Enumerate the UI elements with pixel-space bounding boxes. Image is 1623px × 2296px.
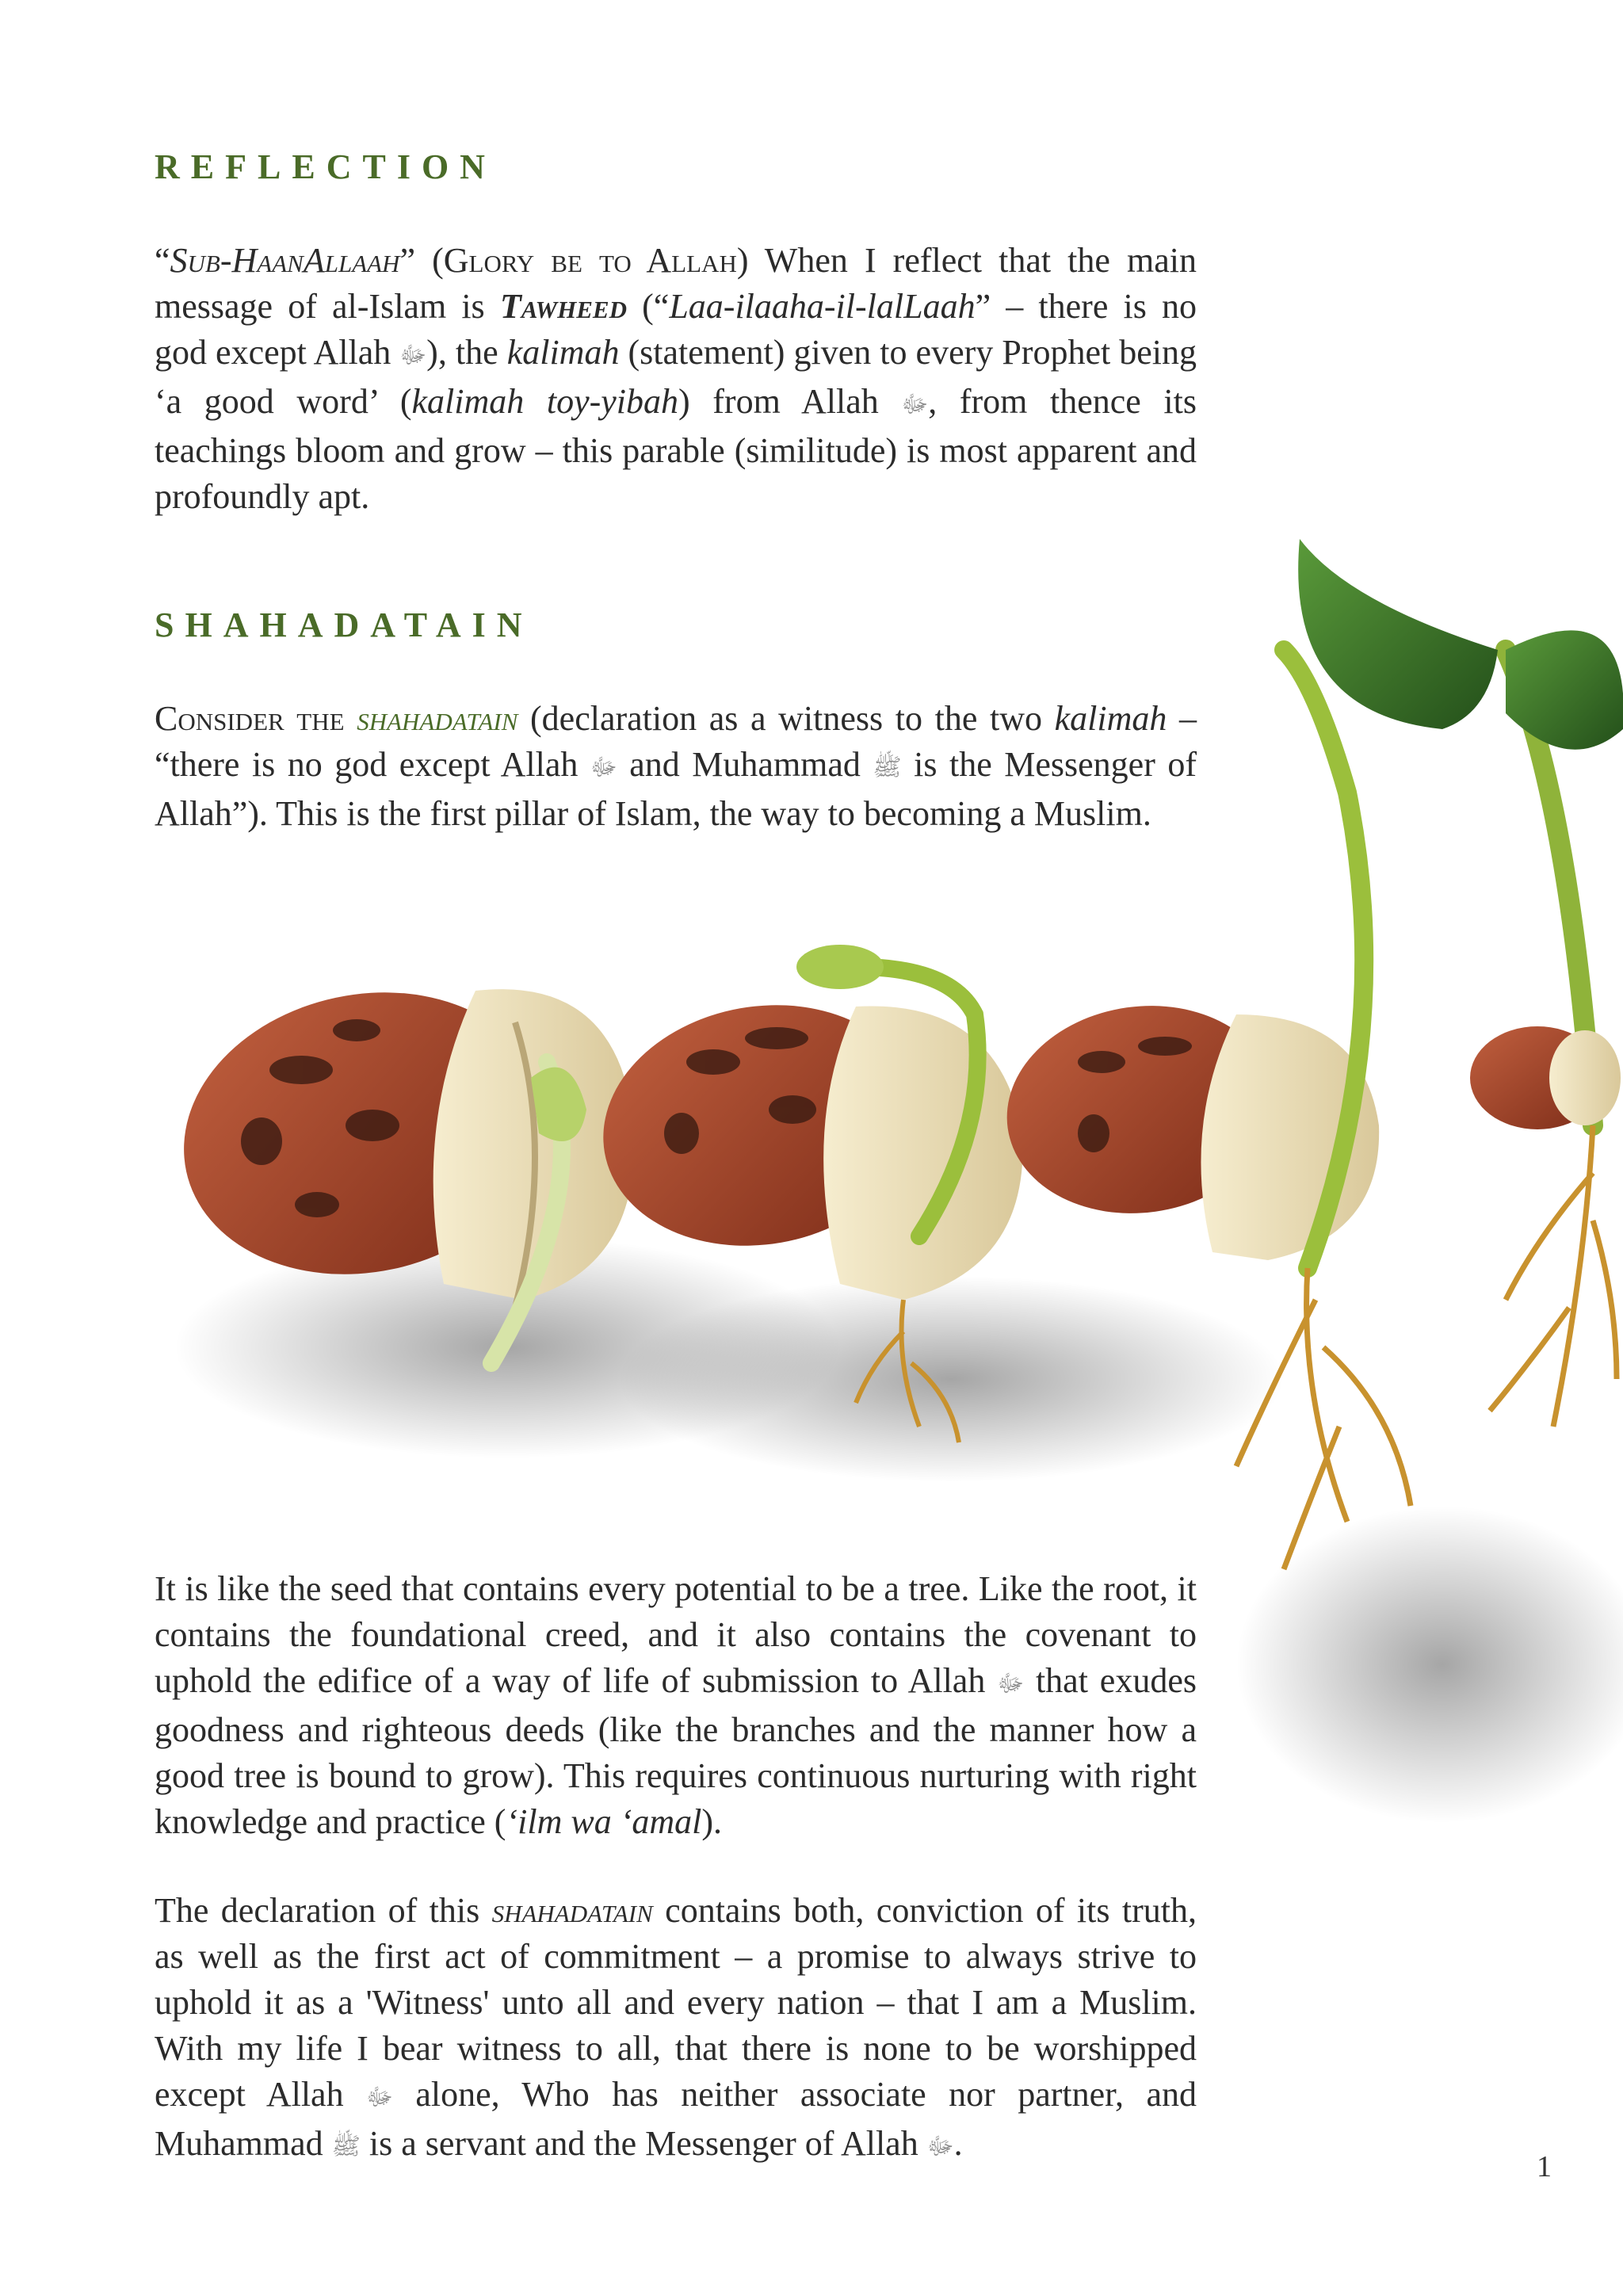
subhaanallaah-phrase: Sub-HaanAllaah	[170, 241, 400, 280]
honorific-glyph: ﷻ	[997, 1670, 1025, 1697]
honorific-glyph: ﷻ	[901, 391, 929, 418]
shahadatain-term: shahadatain	[357, 699, 518, 738]
honorific-glyph: ﷻ	[366, 2084, 393, 2111]
reflection-heading: REFLECTION	[155, 147, 496, 186]
honorific-glyph: ﷻ	[590, 754, 617, 781]
bean-1	[158, 960, 635, 1363]
honorific-glyph: ﷻ	[926, 2133, 954, 2160]
honorific-glyph: ﷺ	[331, 2133, 361, 2160]
reflection-paragraph: “Sub-HaanAllaah” (Glory be to Allah) When I reflect that the main message of al-Islam is Tawheed (“Laa-ilaaha-il-lalLaah” – there is no god except Allah ﷻ), the kalimah (statement) given to every Prophet being ‘a good word’ (kalimah toy-yibah) from Allah ﷻ, from thence its teachings bloom and grow – this parable (similitude) is most apparent and profoundly apt.	[155, 241, 1197, 516]
shahadatain-heading: SHAHADATAIN	[155, 606, 533, 644]
tawheed-term: Tawheed	[499, 287, 627, 326]
bean-2	[584, 945, 1023, 1442]
shahadatain-paragraph: Consider the shahadatain (declaration as a witness to the two kalimah – “there is no god except Allah ﷻ and Muhammad ﷺ is the Messenger of Allah”). This is the first pillar of Islam, the way to becoming a Muslim.	[155, 699, 1197, 833]
declaration-paragraph: The declaration of this shahadatain contains both, conviction of its truth, as well as the first act of commitment – a promise to always strive to uphold it as a 'Witness' unto all and every nation – that I am a Muslim. With my life I bear witness to all, that there is none to be worshipped except Allah ﷻ alone, Who has neither associate nor partner, and Muhammad ﷺ is a servant and the Messenger of Allah ﷻ.	[155, 1891, 1197, 2163]
seed-paragraph: It is like the seed that contains every potential to be a tree. Like the root, it contains the foundational creed, and it also contains the covenant to uphold the edifice of a way of life of submission to Allah ﷻ that exudes goodness and righteous deeds (like the branches and the manner how a good tree is bound to grow). This requires continuous nurturing with right knowledge and practice (‘ilm wa ‘amal).	[155, 1569, 1197, 1841]
page-number: 1	[1537, 2150, 1552, 2183]
shahadatain-term: shahadatain	[491, 1891, 653, 1930]
seedling	[1298, 539, 1623, 1427]
honorific-glyph: ﷺ	[873, 754, 902, 781]
honorific-glyph: ﷻ	[399, 342, 427, 369]
